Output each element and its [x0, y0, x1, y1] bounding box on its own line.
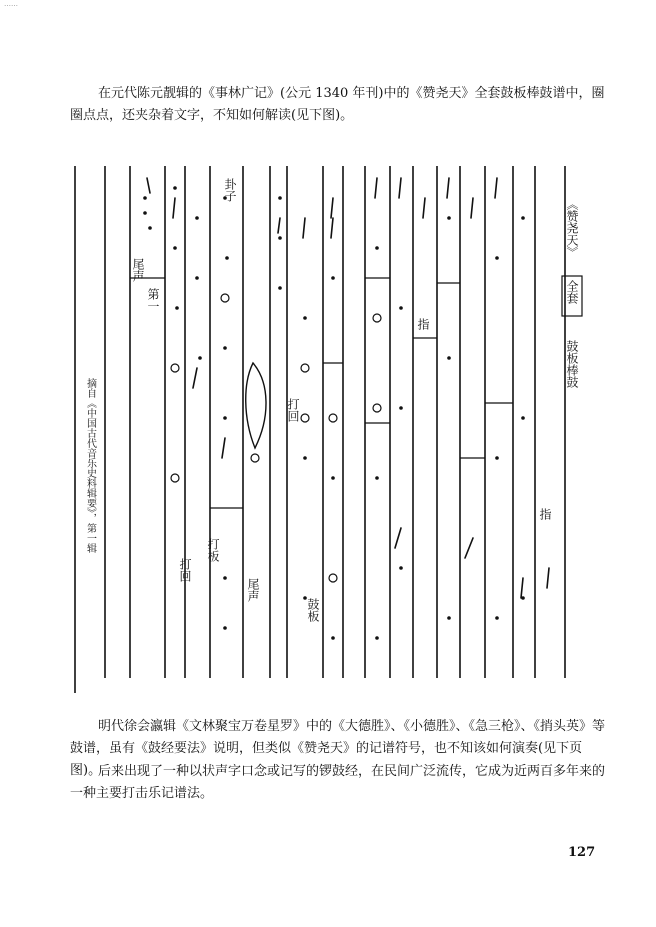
- figure-subtitle: 鼓板棒鼓: [565, 340, 579, 388]
- paragraph-ming: 明代徐会瀛辑《文林聚宝万卷星罗》中的《大德胜》、《小德胜》、《急三枪》、《捎头英》等鼓谱，虽有《鼓经要法》说明，但类似《赞尧天》的记谱符号，也不知该如何演奏(见下页图)。: [70, 719, 606, 778]
- annotation-4: 卦子: [223, 178, 237, 202]
- notation-circles: [171, 294, 381, 582]
- annotation-2: 第一: [146, 288, 160, 312]
- annotation-3: 打回: [178, 558, 192, 582]
- annotation-10: 指: [538, 508, 552, 520]
- annotation-9: 指: [416, 318, 430, 330]
- paragraph-luogujing: 后来出现了一种以状声字口念或记写的锣鼓经，在民间广泛流传，它成为近两百多年来的一种主要打击乐记谱法。: [70, 764, 606, 801]
- paragraph-intro: 在元代陈元靓辑的《事林广记》(公元 1340 年刊)中的《赞尧天》全套鼓板棒鼓谱中，圈圈点点，还夹杂着文字，不知如何解读(见下图)。: [70, 86, 605, 123]
- header-mark: ……: [4, 0, 18, 8]
- annotation-6: 打回: [286, 398, 300, 422]
- notation-marks: [143, 186, 525, 640]
- annotation-7: 尾声: [246, 578, 260, 602]
- column-rules: [75, 166, 565, 693]
- score-figure: [65, 158, 585, 698]
- source-note: 摘自《中国古代音乐史料辑要》，第一辑: [84, 378, 96, 553]
- annotation-8: 鼓板: [306, 598, 320, 622]
- annotation-5: 打板: [206, 538, 220, 562]
- figure-title: 《赞尧天》: [565, 198, 579, 258]
- boxed-label: 全套: [565, 280, 579, 304]
- page-number: 127: [568, 845, 596, 860]
- notation-strokes: [147, 178, 549, 598]
- lozenge-ornament: [246, 363, 266, 448]
- row-separators: [130, 278, 513, 508]
- annotation-1: 尾声: [131, 258, 145, 282]
